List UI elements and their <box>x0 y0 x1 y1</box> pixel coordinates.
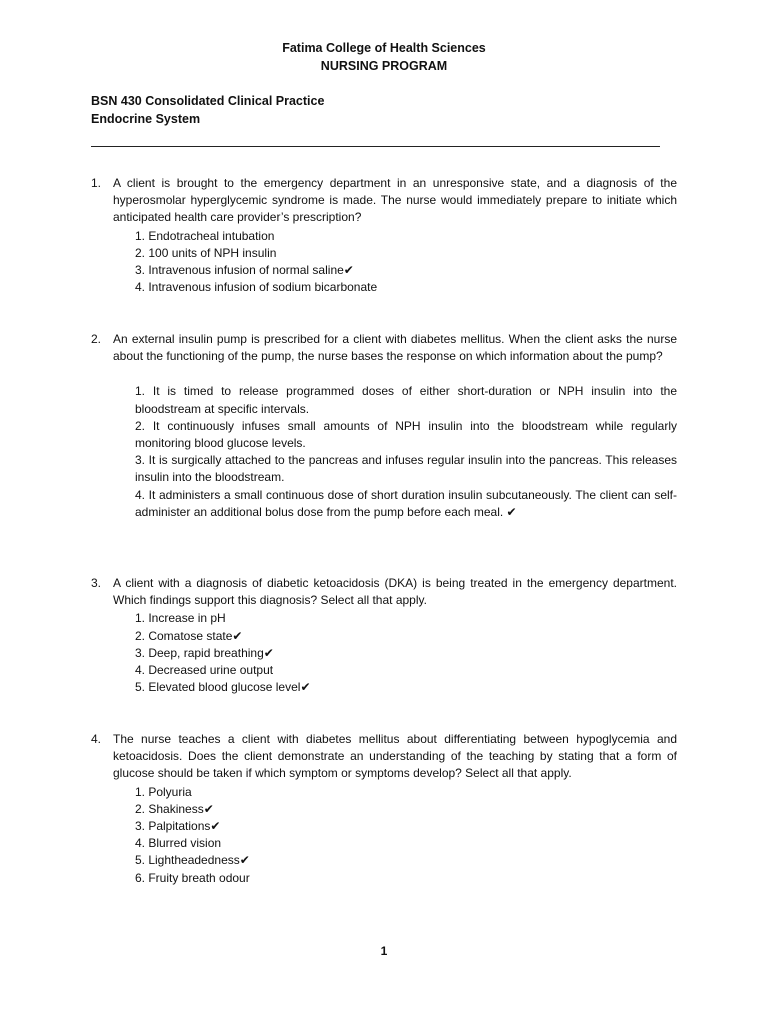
question-number: 2. <box>91 332 102 346</box>
answer-option: 3. Palpitations✔ <box>135 819 221 834</box>
answer-option: 2. Comatose state✔ <box>135 628 243 643</box>
answer-options <box>135 610 677 696</box>
question-3 <box>91 575 677 696</box>
question-1 <box>91 175 677 296</box>
answer-option: 4. Blurred vision <box>135 836 222 851</box>
question-text: A client with a diagnosis of diabetic ketoacidosis (DKA) is being treated in the emergency department. Which findings support this diagnosis? Select all that apply. <box>113 576 677 608</box>
answer-option: 3. It is surgically attached to the pancreas and infuses regular insulin into the pancreas. This releases insulin into the bloodstream. <box>135 453 677 485</box>
answer-option: 1. Endotracheal intubation <box>135 228 275 243</box>
answer-option: 3. Intravenous infusion of normal saline✔ <box>135 263 354 278</box>
answer-option: 4. Intravenous infusion of sodium bicarbonate <box>135 280 378 295</box>
question-number: 3. <box>91 576 102 590</box>
question-text: An external insulin pump is prescribed for a client with diabetes mellitus. When the client asks the nurse about the functioning of the pump, the nurse bases the response on which information about the pump? <box>113 332 677 364</box>
answer-option: 4. Decreased urine output <box>135 663 274 678</box>
program-title: NURSING PROGRAM <box>320 59 448 73</box>
header-divider <box>91 146 660 147</box>
question-text: A client is brought to the emergency department in an unresponsive state, and a diagnosis of the hyperosmolar hyperglycemic syndrome is made. The nurse would immediately prepare to initiate which anticipated health care provider’s prescription? <box>113 176 677 225</box>
page-number: 1 <box>380 944 388 958</box>
course-title: BSN 430 Consolidated Clinical Practice <box>91 94 325 108</box>
question-2 <box>91 331 677 521</box>
question-4 <box>91 731 677 887</box>
answer-option: 1. Polyuria <box>135 784 192 799</box>
question-number: 4. <box>91 732 102 746</box>
answer-options <box>135 228 677 297</box>
answer-option: 5. Lightheadedness✔ <box>135 853 250 868</box>
question-text: The nurse teaches a client with diabetes mellitus about differentiating between hypoglycemia and ketoacidosis. Does the client demonstrate an understanding of the teaching by stating that a form of glucose should be taken if which symptom or symptoms develop? Select all that apply. <box>113 732 677 781</box>
answer-option: 4. It administers a small continuous dose of short duration insulin subcutaneously. The client can self-administer an additional bolus dose from the pump before each meal. ✔ <box>135 487 677 519</box>
question-number: 1. <box>91 176 102 190</box>
answer-option: 1. Increase in pH <box>135 611 226 626</box>
answer-option: 2. Shakiness✔ <box>135 801 214 816</box>
answer-option: 2. It continuously infuses small amounts of NPH insulin into the bloodstream while regularly monitoring blood glucose levels. <box>135 418 677 451</box>
answer-option: 3. Deep, rapid breathing✔ <box>135 645 274 660</box>
answer-option: 6. Fruity breath odour <box>135 870 250 885</box>
answer-option: 1. It is timed to release programmed doses of either short-duration or NPH insulin into the bloodstream at specific intervals. <box>135 384 677 416</box>
answer-option: 5. Elevated blood glucose level✔ <box>135 680 311 695</box>
answer-options <box>135 383 677 521</box>
answer-options <box>135 784 677 887</box>
institution-title: Fatima College of Health Sciences <box>282 41 486 55</box>
topic-title: Endocrine System <box>91 112 201 126</box>
answer-option: 2. 100 units of NPH insulin <box>135 245 277 260</box>
